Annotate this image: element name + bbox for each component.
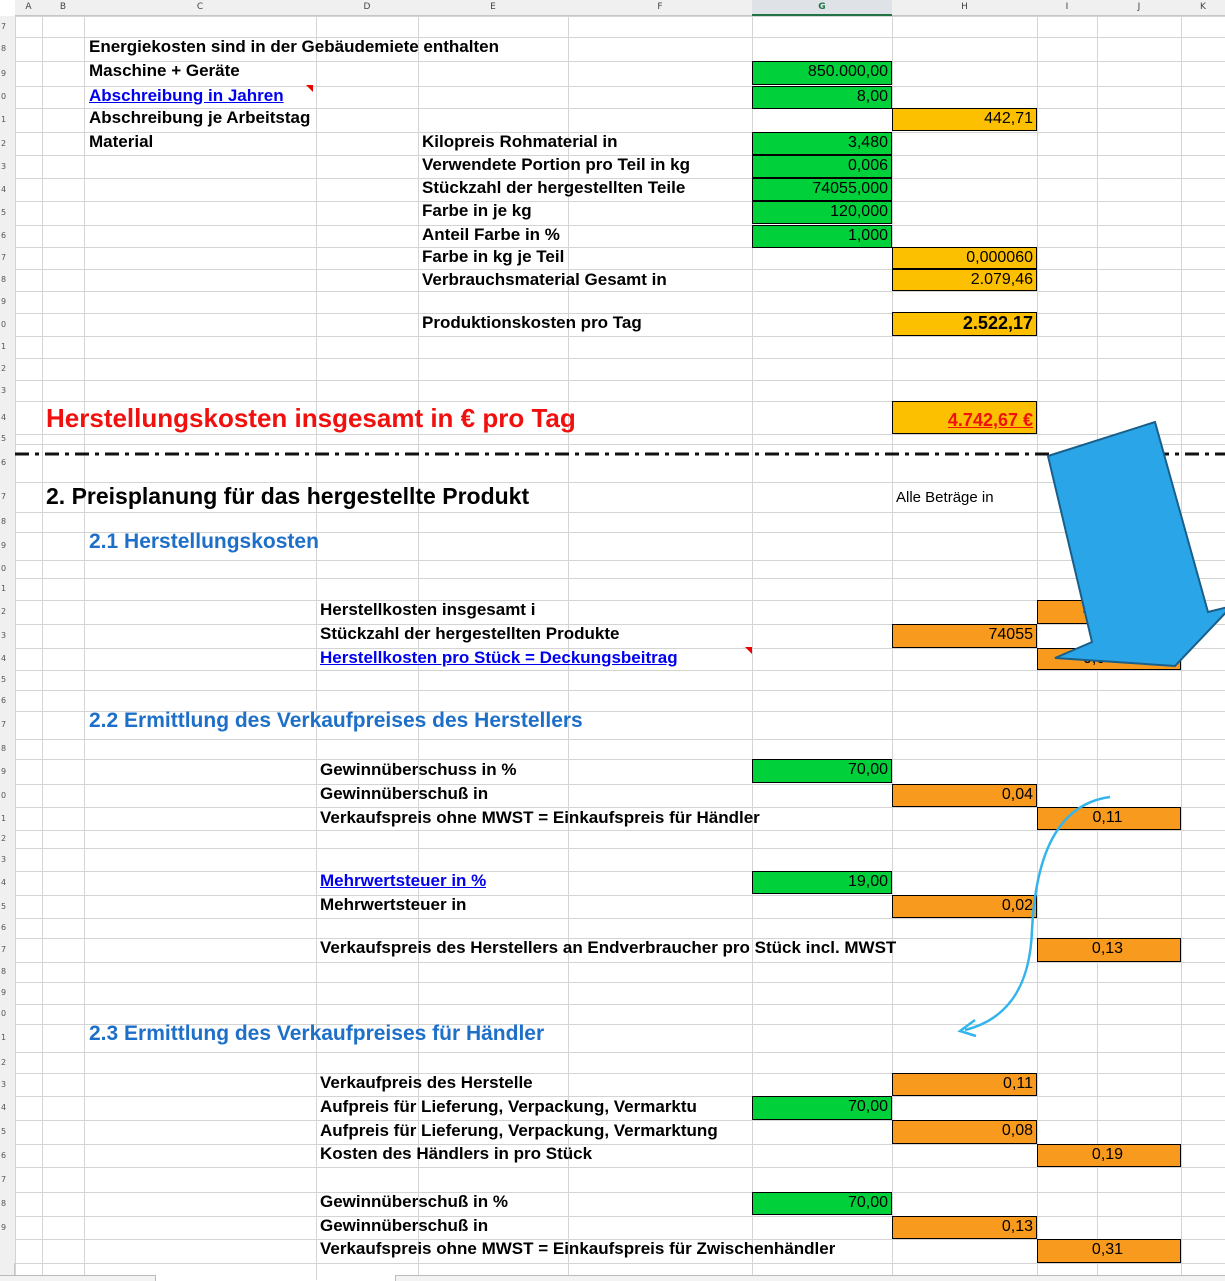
- col-header-j[interactable]: J: [1097, 0, 1181, 16]
- dealer-cost-label: Kosten des Händlers in pro Stück: [320, 1144, 593, 1163]
- row-header[interactable]: 2: [0, 132, 15, 155]
- wholesale-price-label: Verkaufspreis ohne MWST = Einkaufspreis für Zwischenhändler: [320, 1239, 836, 1258]
- row-header[interactable]: 7: [0, 482, 15, 512]
- col-header-k[interactable]: K: [1181, 0, 1225, 16]
- row-header[interactable]: 8: [0, 512, 15, 532]
- row-header[interactable]: 3: [0, 1073, 15, 1096]
- row-header[interactable]: 1: [0, 336, 15, 358]
- markup-pct-label: Aufpreis für Lieferung, Verpackung, Vermarktu: [320, 1097, 697, 1116]
- row-header[interactable]: 9: [0, 532, 15, 560]
- dealer-profit-pct-label: Gewinnüberschuß in %: [320, 1192, 508, 1211]
- row-header[interactable]: 3: [0, 380, 15, 401]
- horizontal-scrollbar[interactable]: [395, 1275, 1225, 1281]
- depr-years-value-cell[interactable]: 8,00: [752, 86, 892, 109]
- subsection-2-3-title: 2.3 Ermittlung des Verkaufpreises für Händler: [89, 1024, 545, 1045]
- row-header[interactable]: 3: [0, 155, 15, 178]
- row-header[interactable]: 6: [0, 444, 15, 482]
- row-header[interactable]: 4: [0, 871, 15, 895]
- row-header[interactable]: 7: [0, 711, 15, 739]
- portion-value-cell[interactable]: 0,006: [752, 155, 892, 178]
- row-header[interactable]: 1: [0, 1024, 15, 1052]
- prod-cost-label: Produktionskosten pro Tag: [422, 313, 642, 332]
- dealer-cost-value-cell[interactable]: 0,19: [1037, 1144, 1181, 1167]
- row-header[interactable]: 8: [0, 37, 15, 61]
- count-value-cell[interactable]: 74055,000: [752, 178, 892, 201]
- color-kg-value-cell[interactable]: 0,000060: [892, 247, 1037, 269]
- profit-eur-label: Gewinnüberschuß in: [320, 784, 489, 803]
- row-header[interactable]: 2: [0, 358, 15, 380]
- row-header[interactable]: 8: [0, 962, 15, 982]
- row-header[interactable]: 0: [0, 313, 15, 336]
- curved-arrow-icon: [965, 797, 1110, 1030]
- row-header[interactable]: 9: [0, 1216, 15, 1239]
- raw-price-label: Kilopreis Rohmaterial in: [422, 132, 618, 151]
- col-header-e[interactable]: E: [418, 0, 568, 16]
- section-2-title: 2. Preisplanung für das hergestellte Produkt: [46, 483, 530, 509]
- products-count-label: Stückzahl der hergestellten Produkte: [320, 624, 620, 643]
- net-price-label: Verkaufspreis ohne MWST = Einkaufspreis für Händler: [320, 808, 760, 827]
- raw-price-value-cell[interactable]: 3,480: [752, 132, 892, 155]
- row-header[interactable]: 1: [0, 108, 15, 132]
- color-kg-label: Farbe in kg je Teil: [422, 247, 565, 266]
- row-header[interactable]: 0: [0, 1004, 15, 1024]
- dealer-profit-eur-value-cell[interactable]: 0,13: [892, 1216, 1037, 1239]
- col-header-d[interactable]: D: [316, 0, 418, 16]
- row-header[interactable]: 6: [0, 225, 15, 247]
- row-header[interactable]: 6: [0, 690, 15, 711]
- vat-eur-label: Mehrwertsteuer in: [320, 895, 467, 914]
- wholesale-price-value-cell[interactable]: 0,31: [1037, 1239, 1181, 1263]
- prod-cost-value-cell[interactable]: 2.522,17: [892, 312, 1037, 336]
- row-header[interactable]: 5: [0, 895, 15, 918]
- net-price-value-cell[interactable]: 0,11: [1037, 807, 1181, 830]
- markup-eur-label: Aufpreis für Lieferung, Verpackung, Vermarktung: [320, 1121, 718, 1140]
- col-header-i[interactable]: I: [1037, 0, 1097, 16]
- row-header[interactable]: 4: [0, 401, 15, 434]
- row-header[interactable]: 6: [0, 918, 15, 938]
- consumables-label: Verbrauchsmaterial Gesamt in: [422, 270, 667, 289]
- machine-value-cell[interactable]: 850.000,00: [752, 61, 892, 85]
- row-header[interactable]: 7: [0, 938, 15, 962]
- total-cost-value-cell[interactable]: 4.742,67 €: [892, 401, 1037, 434]
- unit-cost-link[interactable]: Herstellkosten pro Stück = Deckungsbeitrag: [320, 648, 678, 667]
- row-header[interactable]: 2: [0, 1052, 15, 1073]
- profit-eur-value-cell[interactable]: 0,04: [892, 784, 1037, 807]
- vat-pct-value-cell[interactable]: 19,00: [752, 871, 892, 894]
- consumables-value-cell[interactable]: 2.079,46: [892, 269, 1037, 291]
- profit-pct-value-cell[interactable]: 70,00: [752, 759, 892, 783]
- profit-pct-label: Gewinnüberschuss in %: [320, 760, 517, 779]
- row-header[interactable]: 5: [0, 201, 15, 225]
- row-header[interactable]: 0: [0, 560, 15, 578]
- row-header[interactable]: 9: [0, 61, 15, 86]
- col-header-c[interactable]: C: [84, 0, 316, 16]
- row-header[interactable]: 7: [0, 16, 15, 37]
- markup-eur-value-cell[interactable]: 0,08: [892, 1120, 1037, 1144]
- row-header[interactable]: 5: [0, 434, 15, 444]
- markup-pct-value-cell[interactable]: 70,00: [752, 1096, 892, 1120]
- row-header[interactable]: 4: [0, 1096, 15, 1120]
- col-header-g[interactable]: G: [752, 0, 892, 16]
- dealer-profit-eur-label: Gewinnüberschuß in: [320, 1216, 489, 1235]
- energy-note: Energiekosten sind in der Gebäudemiete enthalten: [89, 37, 499, 56]
- mfr-price-label: Verkaufpreis des Herstelle: [320, 1073, 533, 1092]
- depr-day-value-cell[interactable]: 442,71: [892, 108, 1037, 131]
- row-header[interactable]: 8: [0, 1192, 15, 1216]
- row-header[interactable]: 1: [0, 578, 15, 600]
- mfr-price-value-cell[interactable]: 0,11: [892, 1073, 1037, 1096]
- row-header[interactable]: 5: [0, 670, 15, 690]
- row-header[interactable]: 3: [0, 848, 15, 871]
- big-blue-arrow-icon: [1048, 422, 1225, 666]
- mfg-total-label: Herstellkosten insgesamt i: [320, 600, 536, 619]
- row-header[interactable]: 9: [0, 759, 15, 784]
- col-header-a[interactable]: A: [15, 0, 42, 16]
- row-header[interactable]: 8: [0, 739, 15, 759]
- row-header[interactable]: 1: [0, 807, 15, 830]
- row-header[interactable]: 9: [0, 291, 15, 313]
- row-header[interactable]: 2: [0, 830, 15, 848]
- color-share-label: Anteil Farbe in %: [422, 225, 560, 244]
- col-header-b[interactable]: B: [42, 0, 84, 16]
- vat-eur-value-cell[interactable]: 0,02: [892, 895, 1037, 918]
- amounts-note: Alle Beträge in: [896, 489, 994, 506]
- row-header[interactable]: 4: [0, 648, 15, 670]
- color-price-value-cell[interactable]: 120,000: [752, 201, 892, 224]
- material-label: Material: [89, 132, 154, 151]
- row-header[interactable]: 4: [0, 178, 15, 201]
- row-header[interactable]: 9: [0, 982, 15, 1004]
- subsection-2-2-title: 2.2 Ermittlung des Verkaufpreises des Herstellers: [89, 711, 583, 732]
- col-header-h[interactable]: H: [892, 0, 1037, 16]
- portion-label: Verwendete Portion pro Teil in kg: [422, 155, 690, 174]
- gross-price-value-cell[interactable]: 0,13: [1037, 938, 1181, 962]
- total-cost-title: Herstellungskosten insgesamt in € pro Tag: [46, 403, 576, 433]
- subsection-2-1-title: 2.1 Herstellungskosten: [89, 532, 319, 553]
- row-header[interactable]: 2: [0, 600, 15, 624]
- dealer-profit-pct-value-cell[interactable]: 70,00: [752, 1192, 892, 1215]
- row-header[interactable]: 8: [0, 269, 15, 291]
- row-header[interactable]: 5: [0, 1120, 15, 1144]
- sheet-tab-area[interactable]: [0, 1275, 156, 1281]
- depr-years-link[interactable]: Abschreibung in Jahren: [89, 86, 284, 105]
- color-share-value-cell[interactable]: 1,000: [752, 225, 892, 248]
- row-header[interactable]: 0: [0, 86, 15, 108]
- row-header[interactable]: 6: [0, 1144, 15, 1167]
- color-price-label: Farbe in je kg: [422, 201, 532, 220]
- machine-label: Maschine + Geräte: [89, 61, 240, 80]
- depr-day-label: Abschreibung je Arbeitstag: [89, 108, 311, 127]
- products-count-value-cell[interactable]: 74055: [892, 624, 1037, 648]
- col-header-f[interactable]: F: [568, 0, 752, 16]
- row-header[interactable]: 0: [0, 784, 15, 807]
- row-header[interactable]: 7: [0, 247, 15, 269]
- row-header[interactable]: 3: [0, 624, 15, 648]
- count-label: Stückzahl der hergestellten Teile: [422, 178, 686, 197]
- row-header[interactable]: 7: [0, 1167, 15, 1192]
- gross-price-label: Verkaufspreis des Herstellers an Endverbraucher pro Stück incl. MWST: [320, 938, 897, 957]
- vat-pct-link[interactable]: Mehrwertsteuer in %: [320, 871, 487, 890]
